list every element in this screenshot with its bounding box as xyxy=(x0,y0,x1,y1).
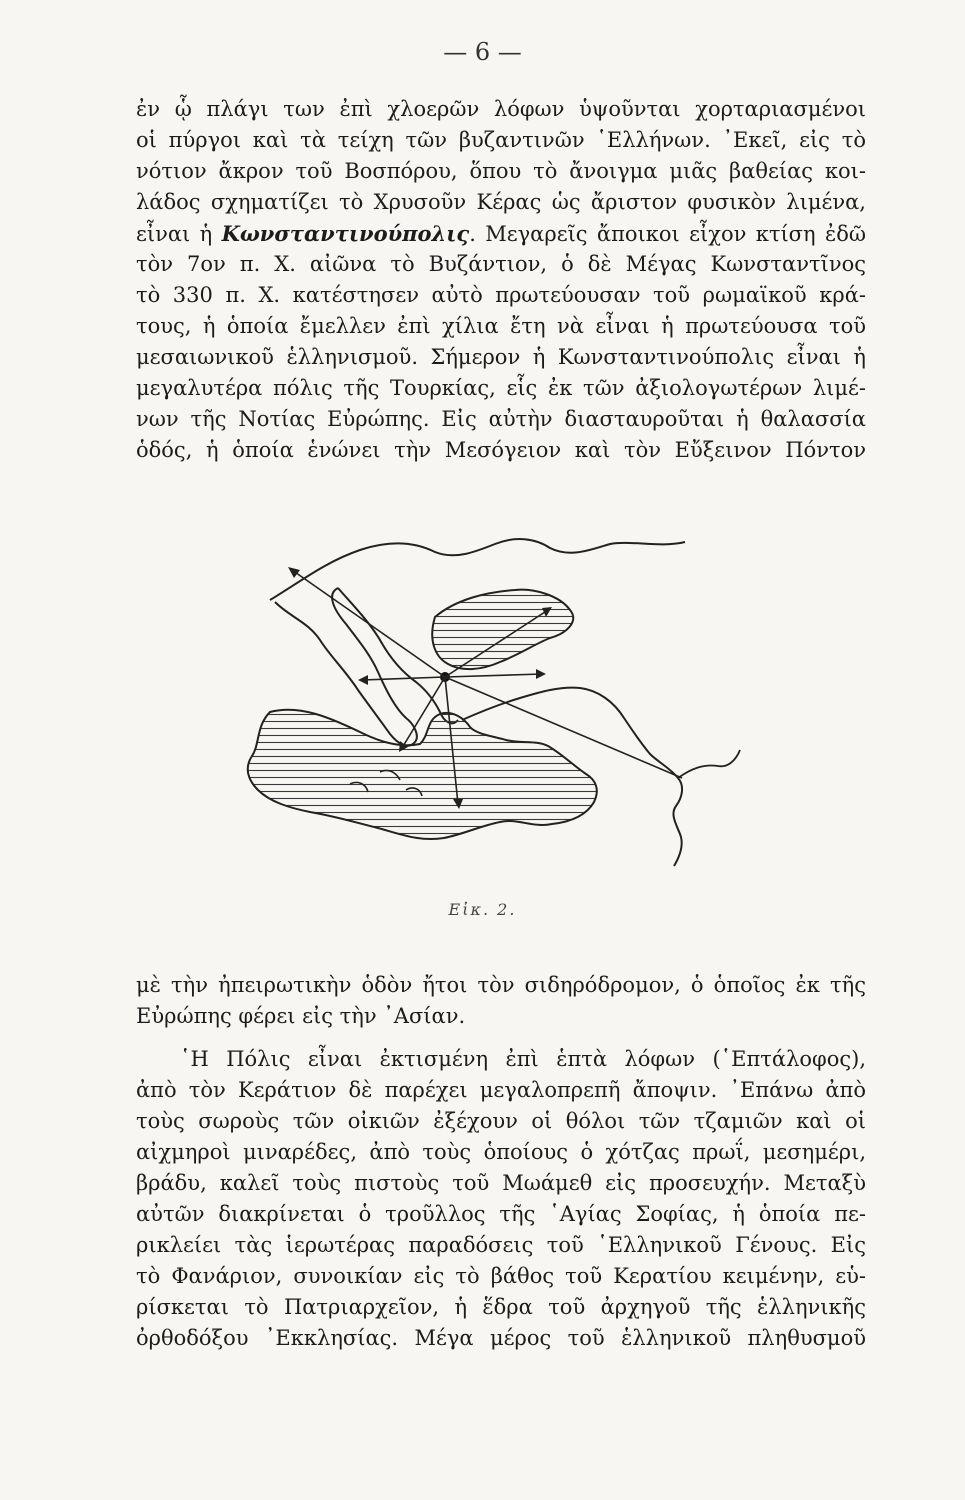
text-line: ἀπὸ τὸν Κεράτιον δὲ παρέχει μεγαλοπρεπῆ ἄποψιν. ᾽Επάνω ἀπὸ xyxy=(136,1078,866,1102)
text-line: νότιον ἄκρον τοῦ Βοσπόρου, ὅπου τὸ ἄνοιγμα μιᾶς βαθείας κοι- xyxy=(136,159,866,183)
text-line: ὀρθοδόξου ᾽Εκκλησίας. Μέγα μέρος τοῦ ἑλληνικοῦ πληθυσμοῦ xyxy=(136,1326,866,1350)
text-line: τὸ 330 π. Χ. κατέστησεν αὐτὸ πρωτεύουσαν τοῦ ρωμαϊκοῦ κρά- xyxy=(136,283,866,307)
text-line: αἰχμηροὶ μιναρέδες, ἀπὸ τοὺς ὁποίους ὁ χότζας πρωΐ, μεσημέρι, xyxy=(136,1140,866,1164)
arrowhead-west xyxy=(358,675,368,685)
text-line: τὸ Φανάριον, συνοικίαν εἰς τὸ βάθος τοῦ Κερατίου κειμένην, εὑ- xyxy=(136,1264,866,1288)
route-east xyxy=(445,674,542,677)
text-line: νων τῆς Νοτίας Εὐρώπης. Εἰς αὐτὴν διασταυροῦται ἡ θαλασσία xyxy=(136,407,866,431)
eastern-coast xyxy=(678,750,740,778)
mediterranean-sea xyxy=(248,710,597,839)
text-line: μεσαιωνικοῦ ἑλληνισμοῦ. Σήμερον ἡ Κωνσταντινούπολις εἶναι ἡ xyxy=(136,345,866,369)
city-name-emphasis: Κωνσταντινούπολις xyxy=(221,221,470,246)
text-line: τους, ἡ ὁποία ἔμελλεν ἐπὶ χίλια ἔτη νὰ εἶναι ἡ πρωτεύουσα τοῦ xyxy=(136,314,866,338)
map-figure xyxy=(230,522,750,892)
coastline-north xyxy=(270,539,685,600)
text-line xyxy=(136,218,866,249)
black-sea xyxy=(432,590,573,669)
paragraph-1 xyxy=(136,94,866,466)
text-line: οἱ πύργοι καὶ τὰ τείχη τῶν βυζαντινῶν ῾Ελλήνων. ᾽Εκεῖ, εἰς τὸ xyxy=(136,128,866,152)
text-line: ρίσκεται τὸ Πατριαρχεῖον, ἡ ἕδρα τοῦ ἀρχηγοῦ τῆς ἑλληνικῆς xyxy=(136,1295,866,1319)
text-line: αὐτῶν διακρίνεται ὁ τροῦλλος τῆς ῾Αγίας Σοφίας, ἡ ὁποία πε- xyxy=(136,1202,866,1226)
text-line: ἐν ᾧ πλάγι των ἐπὶ χλοερῶν λόφων ὑψοῦνται χορταριασμένοι xyxy=(136,97,866,121)
text-line: ῾Η Πόλις εἶναι ἐκτισμένη ἐπὶ ἑπτὰ λόφων (῾Επτάλοφος), xyxy=(180,1047,866,1071)
paragraph-3 xyxy=(136,1044,866,1354)
arrowhead-east xyxy=(536,669,546,679)
text-line: μὲ τὴν ἠπειρωτικὴν ὁδὸν ἤτοι τὸν σιδηρόδρομον, ὁ ὁποῖος ἐκ τῆς xyxy=(136,973,866,997)
text-segment: . Μεγαρεῖς ἄποικοι εἶχον κτίση ἐδῶ xyxy=(469,222,866,246)
figure-caption: Εἰκ. 2. xyxy=(448,900,517,919)
page-number: — 6 — xyxy=(443,38,522,66)
text-line: τοὺς σωροὺς τῶν οἰκιῶν ἐξέχουν οἱ θόλοι τῶν τζαμιῶν καὶ οἱ xyxy=(136,1109,866,1133)
text-line: μεγαλυτέρα πόλις τῆς Τουρκίας, εἷς ἐκ τῶν ἀξιολογωτέρων λιμέ- xyxy=(136,376,866,400)
arrowhead-northwest xyxy=(288,567,300,578)
text-line: βράδυ, καλεῖ τοὺς πιστοὺς τοῦ Μωάμεθ εἰς προσευχήν. Μεταξὺ xyxy=(136,1171,866,1195)
text-line: ὁδός, ἡ ὁποία ἑνώνει τὴν Μεσόγειον καὶ τὸν Εὔξεινον Πόντον xyxy=(136,438,866,462)
text-line: Εὐρώπης φέρει εἰς τὴν ᾽Ασίαν. xyxy=(136,1004,466,1028)
paragraph-2 xyxy=(136,970,866,1032)
map-illustration xyxy=(230,522,750,892)
text-line: ρικλείει τὰς ἱερωτέρας παραδόσεις τοῦ ῾Ελληνικοῦ Γένους. Εἰς xyxy=(136,1233,866,1257)
route-northwest xyxy=(292,570,445,677)
text-segment: εἶναι ἡ xyxy=(136,222,222,246)
text-line: τὸν 7ον π. Χ. αἰῶνα τὸ Βυζάντιον, ὁ δὲ Μέγας Κωνσταντῖνος xyxy=(136,252,866,276)
text-line: λάδος σχηματίζει τὸ Χρυσοῦν Κέρας ὡς ἄριστον φυσικὸν λιμένα, xyxy=(136,190,866,214)
route-west xyxy=(362,677,445,680)
